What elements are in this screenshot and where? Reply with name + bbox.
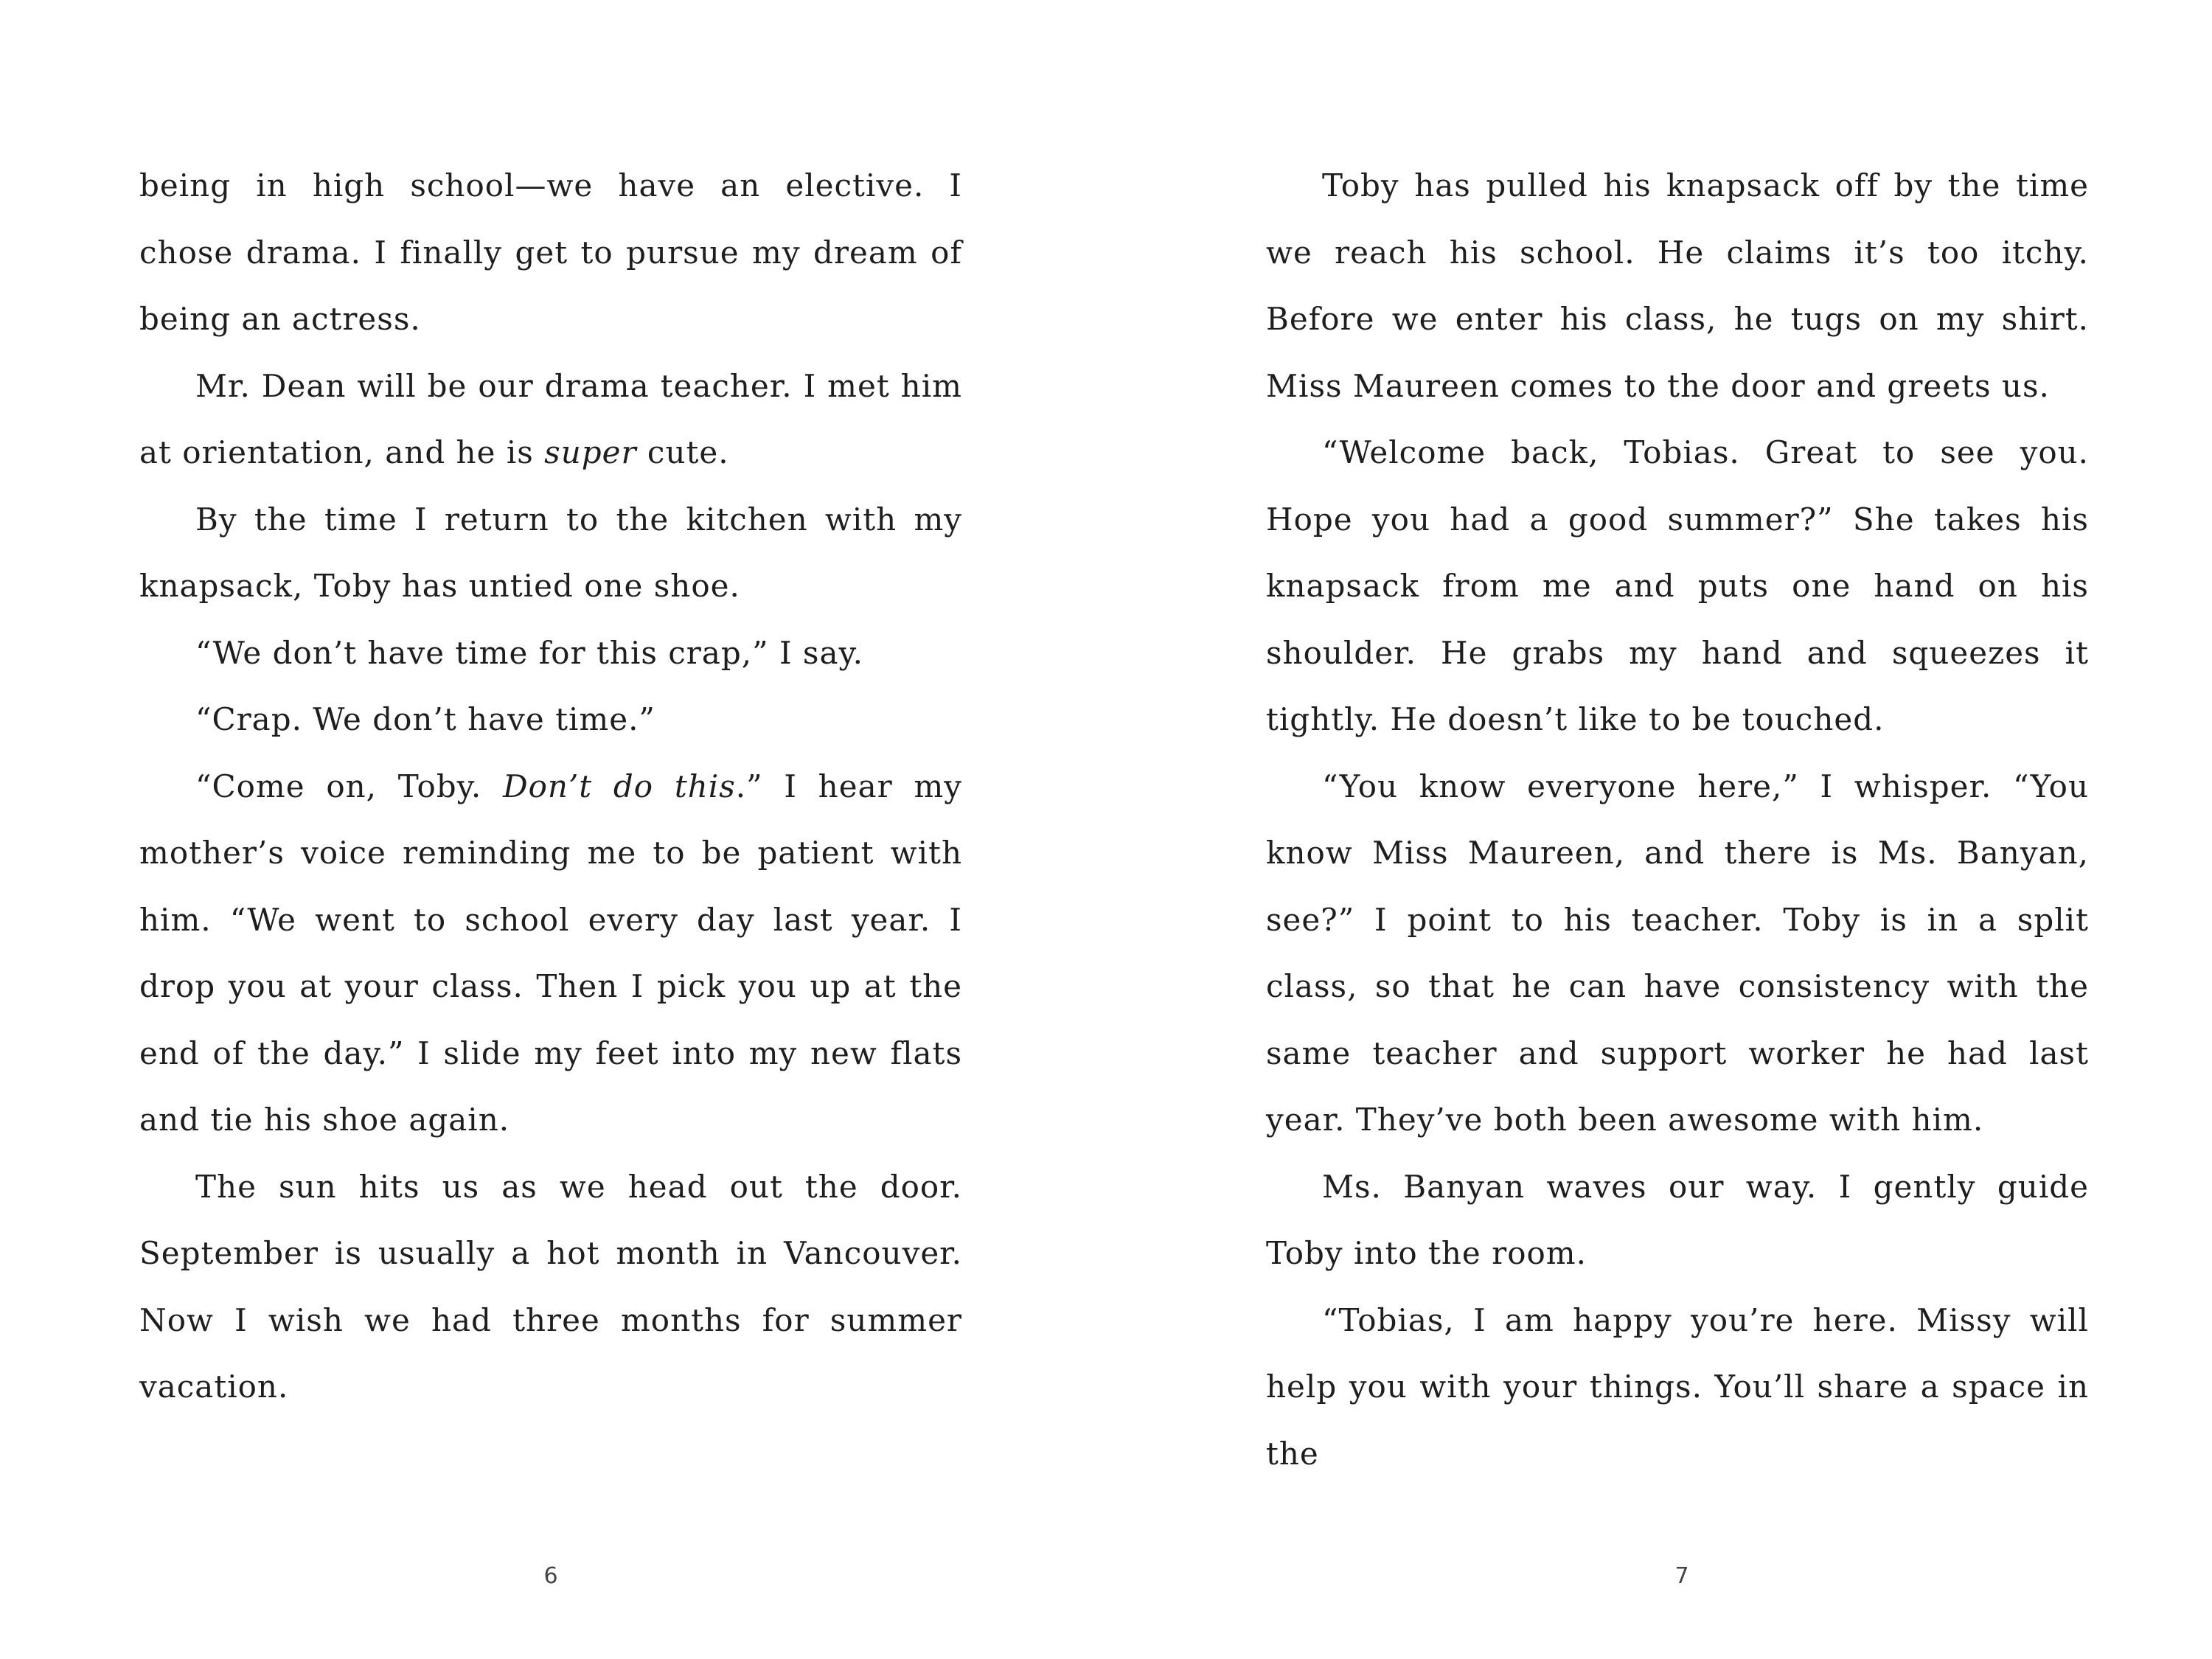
paragraph: Mr. Dean will be our drama teacher. I met him at orientation, and he is super cute.: [139, 367, 962, 470]
paragraph: “Welcome back, Tobias. Great to see you. Hope you had a good summer?” She takes his knapsack from me and puts one hand on his shoulder. He grabs my hand and squeezes it tightly. He doesn’t like to be touched.: [1266, 434, 2089, 737]
emphasis-text: super: [544, 434, 637, 470]
paragraph: “Crap. We don’t have time.”: [195, 701, 655, 737]
right-page: [1106, 0, 2212, 1659]
left-page-body: [139, 153, 962, 1421]
paragraph: “Come on, Toby. Don’t do this.” I hear my mother’s voice reminding me to be patient with him. “We went to school every day last year. I drop you at your class. Then I pick you up at the end of the day.” I slide my feet into my new flats and tie his shoe again.: [139, 768, 962, 1138]
right-page-body: [1266, 153, 2089, 1487]
paragraph: Toby has pulled his knapsack off by the time we reach his school. He claims it’s too itchy. Before we enter his class, he tugs on my shirt. Miss Maureen comes to the door and greets us.: [1266, 167, 2089, 404]
emphasis-text: Don’t do this: [502, 768, 736, 804]
paragraph: being in high school—we have an elective. I chose drama. I finally get to pursue my dream of being an actress.: [139, 167, 962, 337]
paragraph: “We don’t have time for this crap,” I say.: [195, 634, 864, 671]
paragraph: “You know everyone here,” I whisper. “You know Miss Maureen, and there is Ms. Banyan, see?” I point to his teacher. Toby is in a split class, so that he can have consistency with the same teacher and support worker he had last year. They’ve both been awesome with him.: [1266, 768, 2089, 1138]
paragraph: The sun hits us as we head out the door. September is usually a hot month in Vancouver. Now I wish we had three months for summer vacation.: [139, 1168, 962, 1405]
page-number: 6: [543, 1563, 558, 1589]
page-number: 7: [1674, 1563, 1689, 1589]
paragraph: “Tobias, I am happy you’re here. Missy will help you with your things. You’ll share a space in the: [1266, 1301, 2089, 1472]
paragraph: Ms. Banyan waves our way. I gently guide Toby into the room.: [1266, 1168, 2089, 1271]
paragraph: By the time I return to the kitchen with my knapsack, Toby has untied one shoe.: [139, 501, 962, 604]
